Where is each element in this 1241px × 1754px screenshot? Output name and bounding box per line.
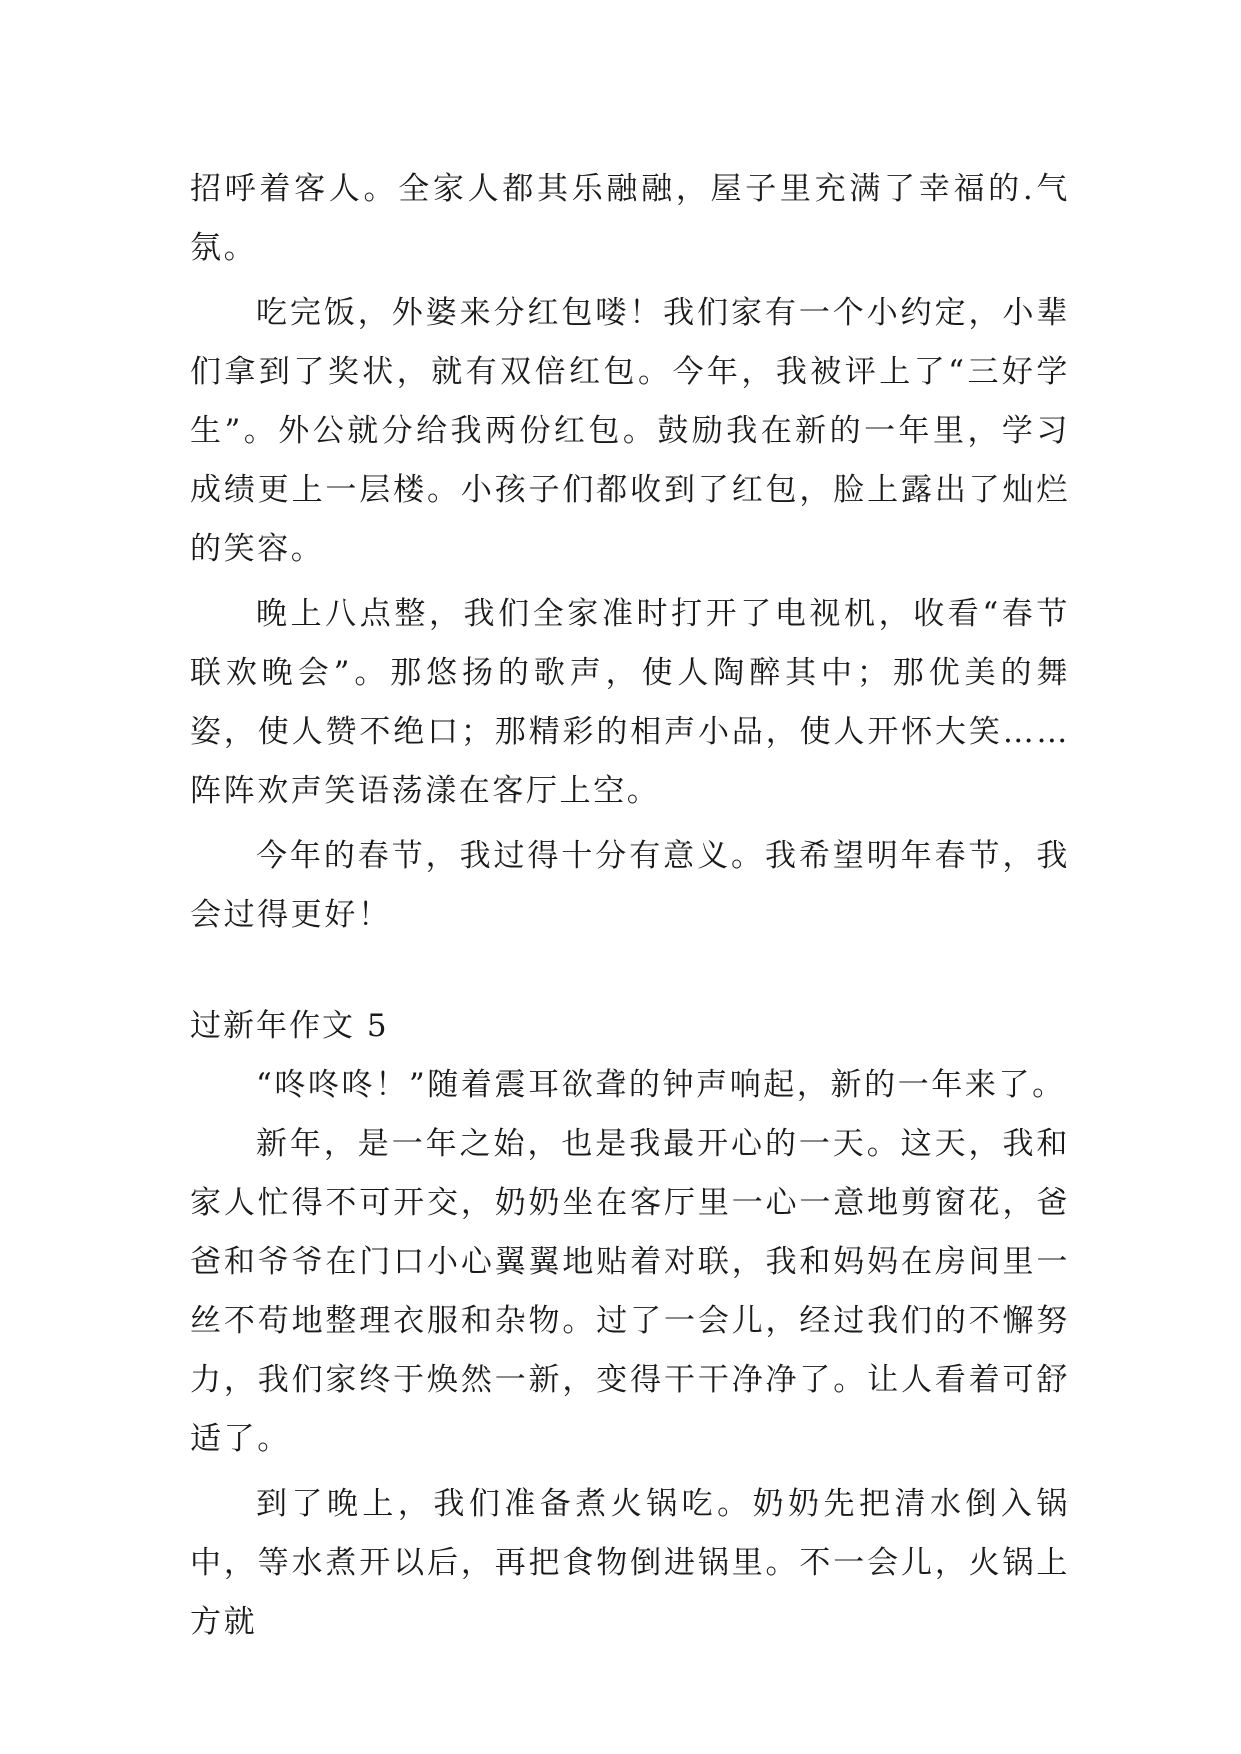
paragraph-4: 今年的春节，我过得十分有意义。我希望明年春节，我会过得更好！: [190, 838, 1070, 933]
paragraph-2: 吃完饭，外婆来分红包喽！我们家有一个小约定，小辈们拿到了奖状，就有双倍红包。今年，我被评上了“三好学生”。外公就分给我两份红包。鼓励我在新的一年里，学习成绩更上一层楼。小孩子们都收到了红包，脸上露出了灿烂的笑容。: [190, 295, 1070, 567]
paragraph-3: 晚上八点整，我们全家准时打开了电视机，收看“春节联欢晚会”。那悠扬的歌声，使人陶醉其中；那优美的舞姿，使人赞不绝口；那精彩的相声小品，使人开怀大笑……阵阵欢声笑语荡漾在客厅上空。: [190, 596, 1070, 809]
paragraph-5: “咚咚咚！”随着震耳欲聋的钟声响起，新的一年来了。: [256, 1067, 1066, 1103]
section-heading: 过新年作文 5: [190, 1008, 389, 1044]
paragraph-1: 招呼着客人。全家人都其乐融融，屋子里充满了幸福的.气氛。: [190, 171, 1070, 266]
text-column: [190, 160, 1070, 1652]
paragraph-7: 到了晚上，我们准备煮火锅吃。奶奶先把清水倒入锅中，等水煮开以后，再把食物倒进锅里。不一会儿，火锅上方就: [190, 1486, 1070, 1640]
paragraph-6: 新年，是一年之始，也是我最开心的一天。这天，我和家人忙得不可开交，奶奶坐在客厅里一心一意地剪窗花，爸爸和爷爷在门口小心翼翼地贴着对联，我和妈妈在房间里一丝不苟地整理衣服和杂物。过了一会儿，经过我们的不懈努力，我们家终于焕然一新，变得干干净净了。让人看着可舒适了。: [190, 1126, 1070, 1457]
